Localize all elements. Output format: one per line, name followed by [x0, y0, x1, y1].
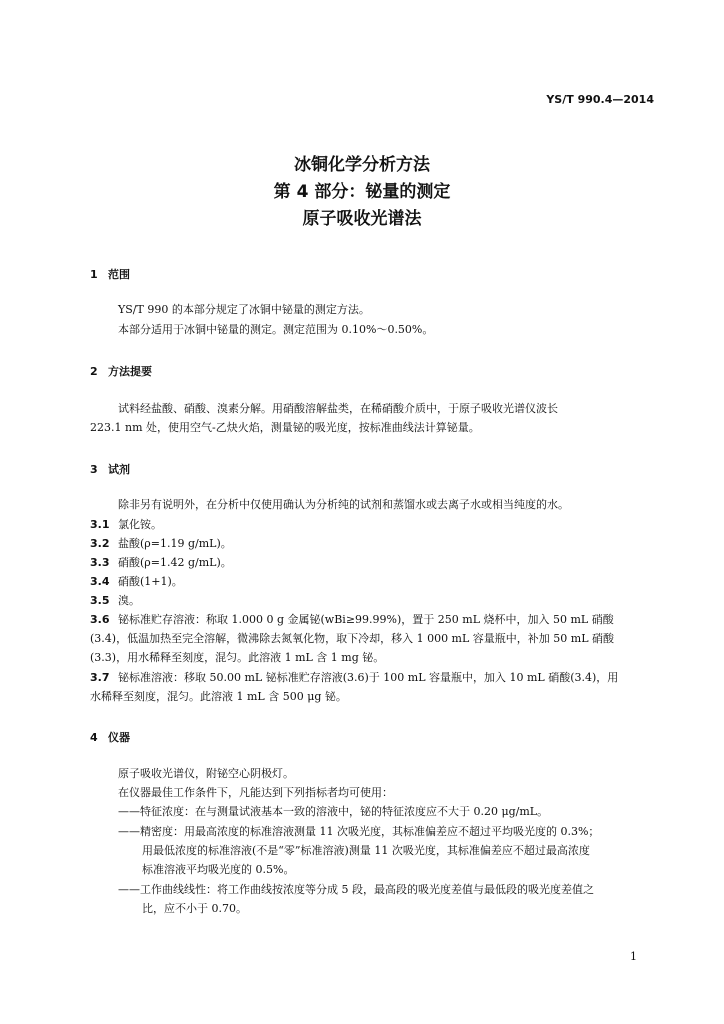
paragraph: 在仪器最佳工作条件下，凡能达到下列指标者均可使用： — [118, 786, 393, 799]
list-item — [90, 594, 140, 608]
page-number: 1 — [630, 950, 637, 963]
paragraph-line: 标准溶液平均吸光度的 0.5%。 — [142, 863, 295, 876]
item-text: 铋标准贮存溶液：称取 1.000 0 g 金属铋(wBi≥99.99%)，置于 250 mL 烧杯中，加入 50 mL 硝酸 — [118, 613, 614, 626]
paragraph: 本部分适用于冰铜中铋量的测定。测定范围为 0.10%～0.50%。 — [118, 323, 434, 336]
item-number: 3.5 — [90, 594, 110, 607]
bullet-item: ——精密度：用最高浓度的标准溶液测量 11 次吸光度，其标准偏差应不超过平均吸光度的 0.3%； — [118, 825, 600, 838]
title-line-2: 第 4 部分：铋量的测定 — [273, 182, 451, 202]
item-text: 硝酸(1+1)。 — [118, 575, 183, 588]
list-item — [90, 556, 232, 570]
paragraph-line: 水稀释至刻度，混匀。此溶液 1 mL 含 500 μg 铋。 — [90, 690, 347, 703]
section-number: 4 — [90, 731, 98, 744]
paragraph-line: (3.4)，低温加热至完全溶解，微沸除去氮氧化物，取下冷却，移入 1 000 mL 容量瓶中，补加 50 mL 硝酸 — [90, 632, 615, 645]
item-text: 铋标准溶液：移取 50.00 mL 铋标准贮存溶液(3.6)于 100 mL 容量瓶中，加入 10 mL 硝酸(3.4)，用 — [118, 671, 619, 684]
standard-number: YS/T 990.4—2014 — [546, 93, 654, 106]
title-line-1: 冰铜化学分析方法 — [294, 155, 430, 175]
paragraph-line: 223.1 nm 处，使用空气-乙炔火焰，测量铋的吸光度，按标准曲线法计算铋量。 — [90, 421, 480, 434]
list-item-3-7 — [90, 671, 618, 685]
section-title: 方法提要 — [108, 365, 152, 378]
section-number: 1 — [90, 268, 98, 281]
paragraph-line: 比，应不小于 0.70。 — [142, 902, 247, 915]
item-number: 3.4 — [90, 575, 110, 588]
list-item — [90, 575, 183, 589]
section-1-heading — [90, 266, 130, 282]
section-title: 范围 — [108, 268, 130, 281]
item-text: 盐酸(ρ=1.19 g/mL)。 — [118, 537, 232, 550]
section-number: 2 — [90, 365, 98, 378]
section-title: 试剂 — [108, 463, 130, 476]
list-item — [90, 518, 162, 532]
title-line-3: 原子吸收光谱法 — [302, 209, 422, 229]
paragraph-line: (3.3)，用水稀释至刻度，混匀。此溶液 1 mL 含 1 mg 铋。 — [90, 651, 385, 664]
item-number: 3.6 — [90, 613, 110, 626]
section-4-heading — [90, 729, 130, 745]
bullet-item: ——工作曲线线性：将工作曲线按浓度等分成 5 段，最高段的吸光度差值与最低段的吸光度差值之 — [118, 883, 594, 896]
list-item-3-6 — [90, 613, 614, 627]
section-2-heading — [90, 363, 152, 379]
paragraph: 除非另有说明外，在分析中仅使用确认为分析纯的试剂和蒸馏水或去离子水或相当纯度的水。 — [118, 498, 569, 511]
section-number: 3 — [90, 463, 98, 476]
paragraph: YS/T 990 的本部分规定了冰铜中铋量的测定方法。 — [118, 303, 370, 316]
item-text: 溴。 — [118, 594, 140, 607]
bullet-item: ——特征浓度：在与测量试液基本一致的溶液中，铋的特征浓度应不大于 0.20 μg/mL。 — [118, 805, 549, 818]
paragraph-line: 试料经盐酸、硝酸、溴素分解。用硝酸溶解盐类，在稀硝酸介质中，于原子吸收光谱仪波长 — [118, 402, 558, 415]
section-title: 仪器 — [108, 731, 130, 744]
item-text: 氯化铵。 — [118, 518, 162, 531]
paragraph-line: 用最低浓度的标准溶液(不是“零”标准溶液)测量 11 次吸光度，其标准偏差应不超过最高浓度 — [142, 844, 590, 857]
item-number: 3.3 — [90, 556, 110, 569]
item-number: 3.1 — [90, 518, 110, 531]
item-text: 硝酸(ρ=1.42 g/mL)。 — [118, 556, 232, 569]
paragraph: 原子吸收光谱仪，附铋空心阴极灯。 — [118, 767, 294, 780]
list-item — [90, 537, 232, 551]
section-3-heading — [90, 461, 130, 477]
item-number: 3.7 — [90, 671, 110, 684]
item-number: 3.2 — [90, 537, 110, 550]
